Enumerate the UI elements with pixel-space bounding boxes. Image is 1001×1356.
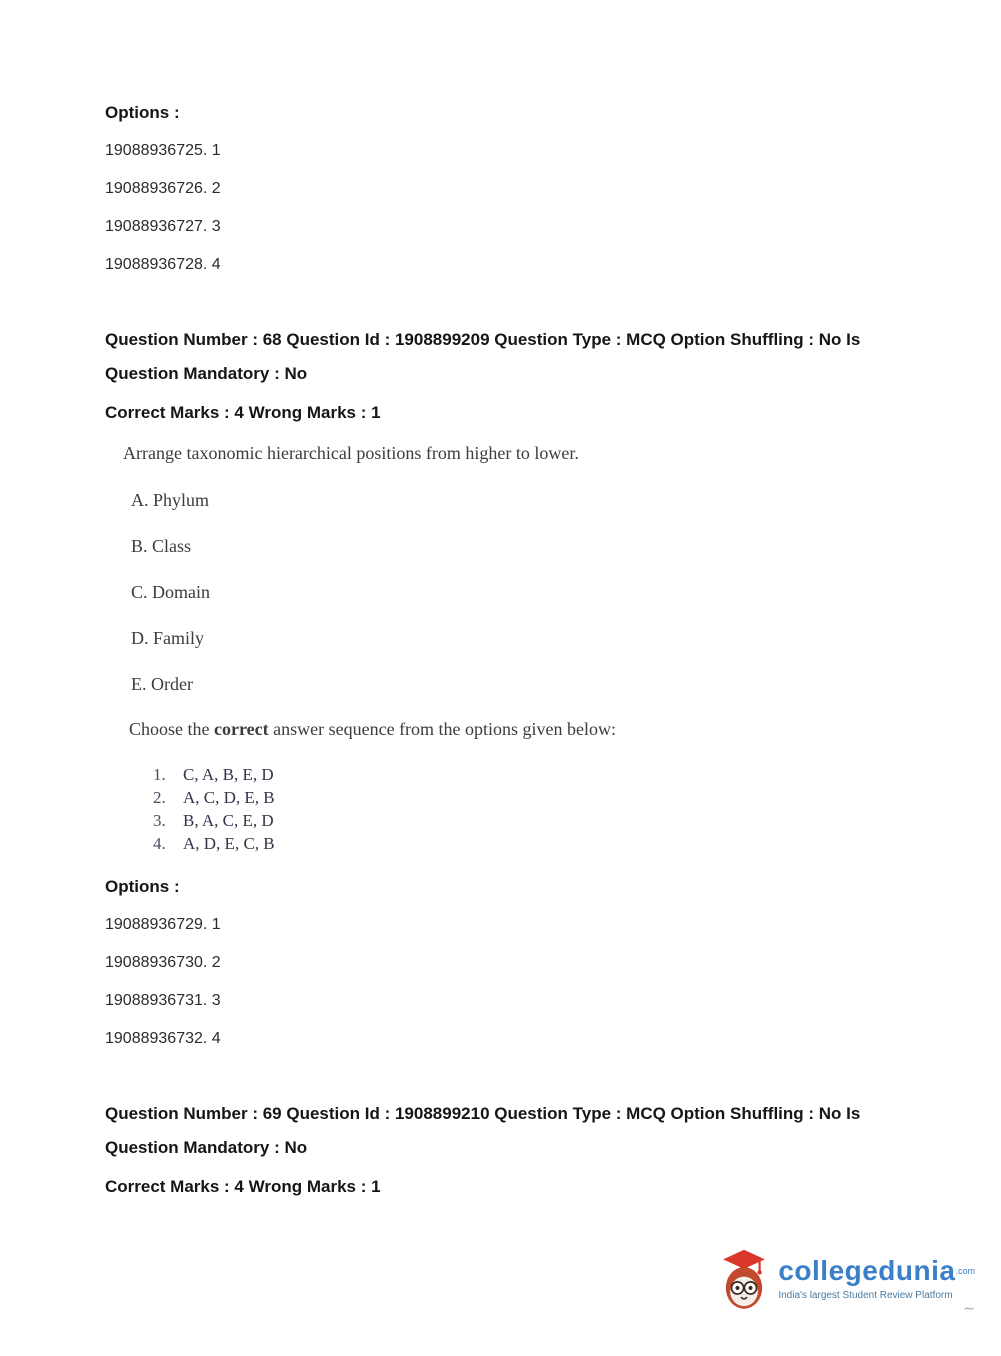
sequence-row [153,763,941,786]
brand-suffix: .com [955,1266,975,1276]
options-label: Options : [105,103,180,122]
question-header-line2: Question Mandatory : No [105,364,308,383]
answer-sequences [153,763,941,855]
prev-options-block [105,103,941,273]
sequence-number: 4. [153,834,166,853]
sequence-row [153,832,941,855]
q68-options-block [105,877,941,1047]
choose-bold-word: correct [214,719,269,739]
taxonomy-item: D. Family [131,628,205,648]
choose-prefix: Choose the [129,719,214,739]
sequence-number: 1. [153,765,166,784]
sequence-number: 3. [153,811,166,830]
question-header-line1: Question Number : 68 Question Id : 1908899209 Question Type : MCQ Option Shuffling : No Is [105,330,861,349]
brand-tagline: India's largest Student Review Platform [778,1290,953,1301]
option-id-line: 19088936731. 3 [105,992,221,1009]
options-label: Options : [105,877,180,896]
option-id-line: 19088936728. 4 [105,256,221,273]
choose-suffix: answer sequence from the options given below: [268,719,617,739]
question-body [105,442,941,855]
brand-wordmark [778,1256,975,1286]
taxonomy-item: C. Domain [131,582,210,602]
collegedunia-logo [718,1248,975,1314]
sequence-text: B, A, C, E, D [183,811,274,830]
option-id-line: 19088936727. 3 [105,218,221,235]
question-header-line1: Question Number : 69 Question Id : 1908899210 Question Type : MCQ Option Shuffling : No Is [105,1104,861,1123]
question-marks-line: Correct Marks : 4 Wrong Marks : 1 [105,403,381,422]
sequence-number: 2. [153,788,166,807]
question-header-line2: Question Mandatory : No [105,1138,308,1157]
option-id-line: 19088936732. 4 [105,1030,221,1047]
sequence-text: A, C, D, E, B [183,788,275,807]
question-68 [105,323,941,1047]
option-id-line: 19088936726. 2 [105,180,221,197]
sequence-text: A, D, E, C, B [183,834,275,853]
option-id-line: 19088936725. 1 [105,142,221,159]
choose-instruction [129,719,941,739]
swoosh-mark: ∼ [963,1300,975,1316]
question-prompt: Arrange taxonomic hierarchical positions from higher to lower. [123,443,579,463]
sequence-text: C, A, B, E, D [183,765,274,784]
question-69 [105,1097,941,1204]
option-id-line: 19088936730. 2 [105,954,221,971]
taxonomy-item: A. Phylum [131,490,210,510]
logo-text [778,1248,975,1316]
question-marks-line: Correct Marks : 4 Wrong Marks : 1 [105,1177,381,1196]
sequence-row [153,786,941,809]
owl-mascot-icon [718,1248,770,1314]
sequence-row [153,809,941,832]
option-id-line: 19088936729. 1 [105,916,221,933]
taxonomy-item: B. Class [131,536,192,556]
taxonomy-item: E. Order [131,674,193,694]
brand-name: collegedunia [778,1255,956,1286]
